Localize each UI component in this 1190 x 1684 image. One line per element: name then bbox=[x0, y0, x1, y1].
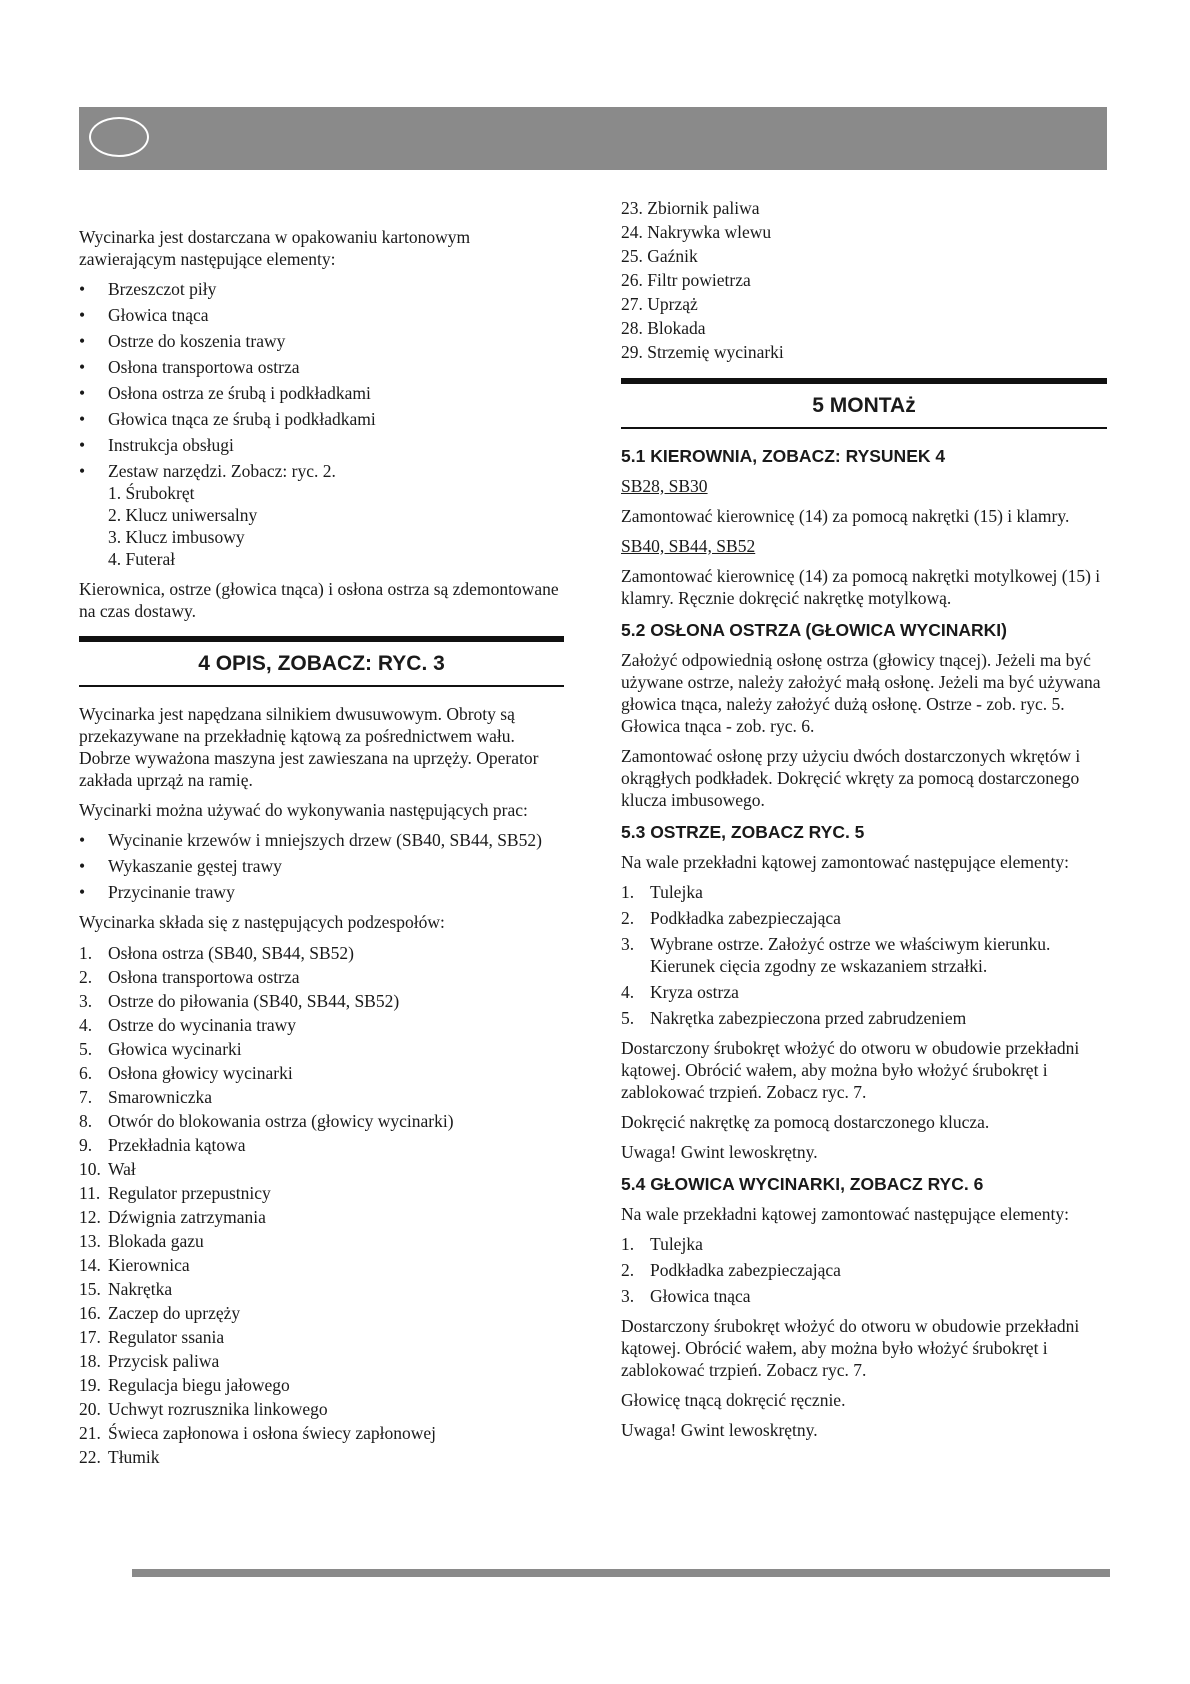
list-item: 2. Podkładka zabezpieczająca bbox=[621, 908, 841, 928]
section-4-para-3: Wycinarka składa się z następujących podzespołów: bbox=[79, 912, 445, 932]
list-item: 8. Otwór do blokowania ostrza (głowicy wycinarki) bbox=[79, 1111, 454, 1131]
list-item: 1. Śrubokręt bbox=[108, 483, 195, 503]
section-5-title: 5 MONTAż bbox=[621, 378, 1107, 429]
section-4-para-2: Wycinarki można używać do wykonywania następujących prac: bbox=[79, 800, 528, 820]
tool-kit-label: Zestaw narzędzi. Zobacz: ryc. 2. bbox=[108, 461, 336, 481]
list-item: 5. Nakrętka zabezpieczona przed zabrudzeniem bbox=[621, 1008, 967, 1028]
list-item: 27. Uprząż bbox=[621, 294, 698, 314]
section-5-4-intro: Na wale przekładni kątowej zamontować następujące elementy: bbox=[621, 1204, 1069, 1224]
list-item: 2. Klucz uniwersalny bbox=[108, 505, 258, 525]
section-5-1-text-b: Zamontować kierownicę (14) za pomocą nakrętki motylkowej (15) i klamry. Ręcznie dokręcić nakrętkę motylkową. bbox=[621, 566, 1101, 608]
blade-parts-list bbox=[621, 881, 1107, 1029]
list-item: 1. Tulejka bbox=[621, 882, 703, 902]
list-item: 19. Regulacja biegu jałowego bbox=[79, 1375, 290, 1395]
list-item: 15. Nakrętka bbox=[79, 1279, 173, 1299]
list-item: 29. Strzemię wycinarki bbox=[621, 342, 784, 362]
tool-kit-list bbox=[108, 482, 564, 570]
list-item: 22. Tłumik bbox=[79, 1447, 160, 1467]
list-item: 23. Zbiornik paliwa bbox=[621, 198, 760, 218]
contents-intro: Wycinarka jest dostarczana w opakowaniu kartonowym zawierającym następujące elementy: bbox=[79, 227, 471, 269]
section-4-para-1: Wycinarka jest napędzana silnikiem dwusuwowym. Obroty są przekazywane na przekładnię kątową za pośrednictwem wału. Dobrze wyważona maszyna jest zawieszana na uprzęży. Operator zakłada uprząż na ramię. bbox=[79, 704, 539, 790]
section-5-2-para-1: Założyć odpowiednią osłonę ostrza (głowicy tnącej). Jeżeli ma być używane ostrze, należy założyć małą osłonę. Jeżeli ma być używana głowica tnąca, należy założyć dużą osłonę. Ostrze - zob. ryc. 5. Głowica tnąca - zob. ryc. 6. bbox=[621, 650, 1101, 736]
head-parts-list bbox=[621, 1233, 1107, 1307]
list-item: 13. Blokada gazu bbox=[79, 1231, 204, 1251]
list-item: • Instrukcja obsługi bbox=[79, 434, 564, 456]
list-item: • Wycinanie krzewów i mniejszych drzew (SB40, SB44, SB52) bbox=[79, 829, 564, 851]
section-5-4-warning: Uwaga! Gwint lewoskrętny. bbox=[621, 1420, 818, 1440]
list-item: 25. Gaźnik bbox=[621, 246, 698, 266]
section-5-2-title: 5.2 OSŁONA OSTRZA (GŁOWICA WYCINARKI) bbox=[621, 620, 1007, 640]
list-item: • Osłona ostrza ze śrubą i podkładkami bbox=[79, 382, 564, 404]
list-item: 28. Blokada bbox=[621, 318, 706, 338]
list-item: 26. Filtr powietrza bbox=[621, 270, 751, 290]
list-item: 16. Zaczep do uprzęży bbox=[79, 1303, 241, 1323]
header-bar bbox=[79, 107, 1107, 170]
list-item: 4. Futerał bbox=[108, 549, 176, 569]
list-item: 6. Osłona głowicy wycinarki bbox=[79, 1063, 293, 1083]
list-item: 1. Tulejka bbox=[621, 1234, 703, 1254]
section-5-4-para-1: Dostarczony śrubokręt włożyć do otworu w obudowie przekładni kątowej. Obrócić wałem, aby można było włożyć śrubokręt i zablokować trzpień. Zobacz ryc. 7. bbox=[621, 1316, 1080, 1380]
list-item: 11. Regulator przepustnicy bbox=[79, 1183, 271, 1203]
list-item: 20. Uchwyt rozrusznika linkowego bbox=[79, 1399, 328, 1419]
parts-list bbox=[79, 941, 564, 1469]
contents-note: Kierownica, ostrze (głowica tnąca) i osłona ostrza są zdemontowane na czas dostawy. bbox=[79, 579, 559, 621]
list-item: 3. Wybrane ostrze. Założyć ostrze we właściwym kierunku. Kierunek cięcia zgodny ze wskazaniem strzałki. bbox=[621, 934, 1051, 976]
language-badge bbox=[89, 117, 149, 157]
section-5-3-title: 5.3 OSTRZE, ZOBACZ RYC. 5 bbox=[621, 822, 865, 842]
right-column bbox=[621, 196, 1107, 1449]
list-item: 5. Głowica wycinarki bbox=[79, 1039, 242, 1059]
section-5-4-para-2: Głowicę tnącą dokręcić ręcznie. bbox=[621, 1390, 846, 1410]
list-item: 17. Regulator ssania bbox=[79, 1327, 225, 1347]
list-item: 3. Ostrze do piłowania (SB40, SB44, SB52) bbox=[79, 991, 400, 1011]
section-5-3-para-2: Dokręcić nakrętkę za pomocą dostarczonego klucza. bbox=[621, 1112, 990, 1132]
left-column bbox=[79, 196, 564, 1477]
list-item: • Przycinanie trawy bbox=[79, 881, 564, 903]
section-5-1-text-a: Zamontować kierownicę (14) za pomocą nakrętki (15) i klamry. bbox=[621, 506, 1070, 526]
footer-bar bbox=[132, 1569, 1110, 1577]
section-5-3-warning: Uwaga! Gwint lewoskrętny. bbox=[621, 1142, 818, 1162]
model-label: SB40, SB44, SB52 bbox=[621, 536, 756, 556]
list-item: • Głowica tnąca bbox=[79, 304, 564, 326]
list-item: 4. Ostrze do wycinania trawy bbox=[79, 1015, 297, 1035]
uses-list bbox=[79, 829, 564, 903]
model-label: SB28, SB30 bbox=[621, 476, 708, 496]
list-item: 9. Przekładnia kątowa bbox=[79, 1135, 246, 1155]
list-item: • Ostrze do koszenia trawy bbox=[79, 330, 564, 352]
section-5-3-intro: Na wale przekładni kątowej zamontować następujące elementy: bbox=[621, 852, 1069, 872]
list-item: 2. Osłona transportowa ostrza bbox=[79, 967, 300, 987]
list-item: • Głowica tnąca ze śrubą i podkładkami bbox=[79, 408, 564, 430]
list-item: 12. Dźwignia zatrzymania bbox=[79, 1207, 266, 1227]
contents-list bbox=[79, 278, 564, 570]
list-item: 2. Podkładka zabezpieczająca bbox=[621, 1260, 841, 1280]
list-item: 7. Smarowniczka bbox=[79, 1087, 212, 1107]
list-item: 21. Świeca zapłonowa i osłona świecy zapłonowej bbox=[79, 1423, 437, 1443]
list-item: 3. Głowica tnąca bbox=[621, 1286, 751, 1306]
list-item bbox=[79, 460, 564, 570]
section-5-4-title: 5.4 GŁOWICA WYCINARKI, ZOBACZ RYC. 6 bbox=[621, 1174, 984, 1194]
list-item: 3. Klucz imbusowy bbox=[108, 527, 245, 547]
section-4-title: 4 OPIS, ZOBACZ: RYC. 3 bbox=[79, 636, 564, 687]
section-5-3-para-1: Dostarczony śrubokręt włożyć do otworu w obudowie przekładni kątowej. Obrócić wałem, aby można było włożyć śrubokręt i zablokować trzpień. Zobacz ryc. 7. bbox=[621, 1038, 1080, 1102]
list-item: 1. Osłona ostrza (SB40, SB44, SB52) bbox=[79, 943, 354, 963]
list-item: • Brzeszczot piły bbox=[79, 278, 564, 300]
list-item: 10. Wał bbox=[79, 1159, 136, 1179]
section-5-1-title: 5.1 KIEROWNIA, ZOBACZ: RYSUNEK 4 bbox=[621, 446, 946, 466]
list-item: 14. Kierownica bbox=[79, 1255, 190, 1275]
list-item: 18. Przycisk paliwa bbox=[79, 1351, 220, 1371]
list-item: • Wykaszanie gęstej trawy bbox=[79, 855, 564, 877]
section-5-2-para-2: Zamontować osłonę przy użyciu dwóch dostarczonych wkrętów i okrągłych podkładek. Dokręcić wkręty za pomocą dostarczonego klucza imbusowego. bbox=[621, 746, 1081, 810]
list-item: 24. Nakrywka wlewu bbox=[621, 222, 772, 242]
list-item: • Osłona transportowa ostrza bbox=[79, 356, 564, 378]
list-item: 4. Kryza ostrza bbox=[621, 982, 739, 1002]
parts-list-continued bbox=[621, 196, 1107, 364]
